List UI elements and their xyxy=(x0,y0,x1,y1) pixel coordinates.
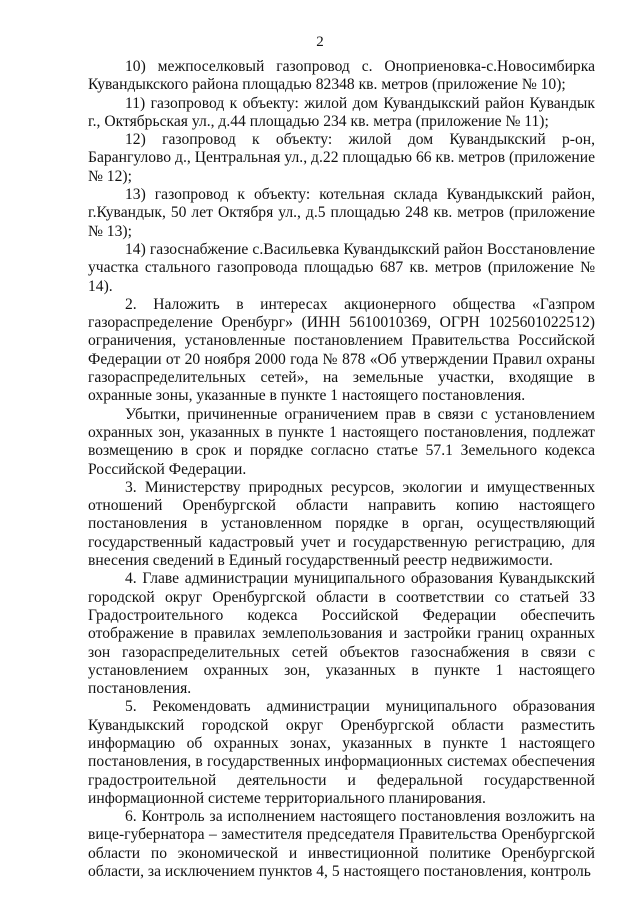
paragraph-clause-2: 2. Наложить в интересах акционерного общества «Газпром газораспределение Оренбург» (ИНН 5610010369, ОГРН 1025601022512) ограничения, установленные постановлением Правительства Российской Федерации от 20 ноября 2000 года № 878 «Об утверждении Правил охраны газораспределительных сетей», на земельные участки, входящие в охранные зоны, указанные в пункте 1 настоящего постановления. xyxy=(88,295,595,405)
paragraph-clause-3: 3. Министерству природных ресурсов, экологии и имущественных отношений Оренбургской области направить копию настоящего постановления в установленном порядке в орган, осуществляющий государственный кадастровый учет и государственную регистрацию, для внесения сведений в Единый государственный реестр недвижимости. xyxy=(88,478,595,570)
page-number: 2 xyxy=(316,34,324,50)
paragraph-item-13: 13) газопровод к объекту: котельная склада Кувандыкский район, г.Кувандык, 50 лет Октября ул., д.5 площадью 248 кв. метров (приложение № 13); xyxy=(88,186,595,240)
paragraph-item-11: 11) газопровод к объекту: жилой дом Кувандыкский район Кувандык г., Октябрьская ул., д.44 площадью 234 кв. метра (приложение № 11); xyxy=(88,94,595,130)
document-body xyxy=(88,58,595,881)
paragraph-item-10: 10) межпоселковый газопровод с. Оноприеновка-с.Новосимбирка Кувандыкского района площадью 82348 кв. метров (приложение № 10); xyxy=(88,58,595,94)
paragraph-losses: Убытки, причиненные ограничением прав в связи с установлением охранных зон, указанных в пункте 1 настоящего постановления, подлежат возмещению в срок и порядке согласно статье 57.1 Земельного кодекса Российской Федерации. xyxy=(88,405,595,478)
paragraph-item-14: 14) газоснабжение с.Васильевка Кувандыкский район Восстановление участка стального газопровода площадью 687 кв. метров (приложение № 14). xyxy=(88,240,595,295)
paragraph-clause-5: 5. Рекомендовать администрации муниципального образования Кувандыкский городской округ Оренбургской области разместить информацию об охранных зонах, указанных в пункте 1 настоящего постановления, в государственных информационных системах обеспечения градостроительной деятельности и федеральной государственной информационной системе территориального планирования. xyxy=(88,698,595,807)
paragraph-clause-6: 6. Контроль за исполнением настоящего постановления возложить на вице-губернатора – заместителя председателя Правительства Оренбургской области по экономической и инвестиционной политике Оренбургской области, за исключением пунктов 4, 5 настоящего постановления, контроль xyxy=(88,808,595,881)
paragraph-item-12: 12) газопровод к объекту: жилой дом Кувандыкский р-он, Барангулово д., Центральная ул., д.22 площадью 66 кв. метров (приложение № 12); xyxy=(88,131,595,185)
paragraph-clause-4: 4. Главе администрации муниципального образования Кувандыкский городской округ Оренбургской области в соответствии со статьей 33 Градостроительного кодекса Российской Федерации обеспечить отображение в правилах землепользования и застройки границ охранных зон газораспределительных сетей объектов газоснабжения в связи с установлением охранных зон, указанных в пункте 1 настоящего постановления. xyxy=(88,570,595,698)
